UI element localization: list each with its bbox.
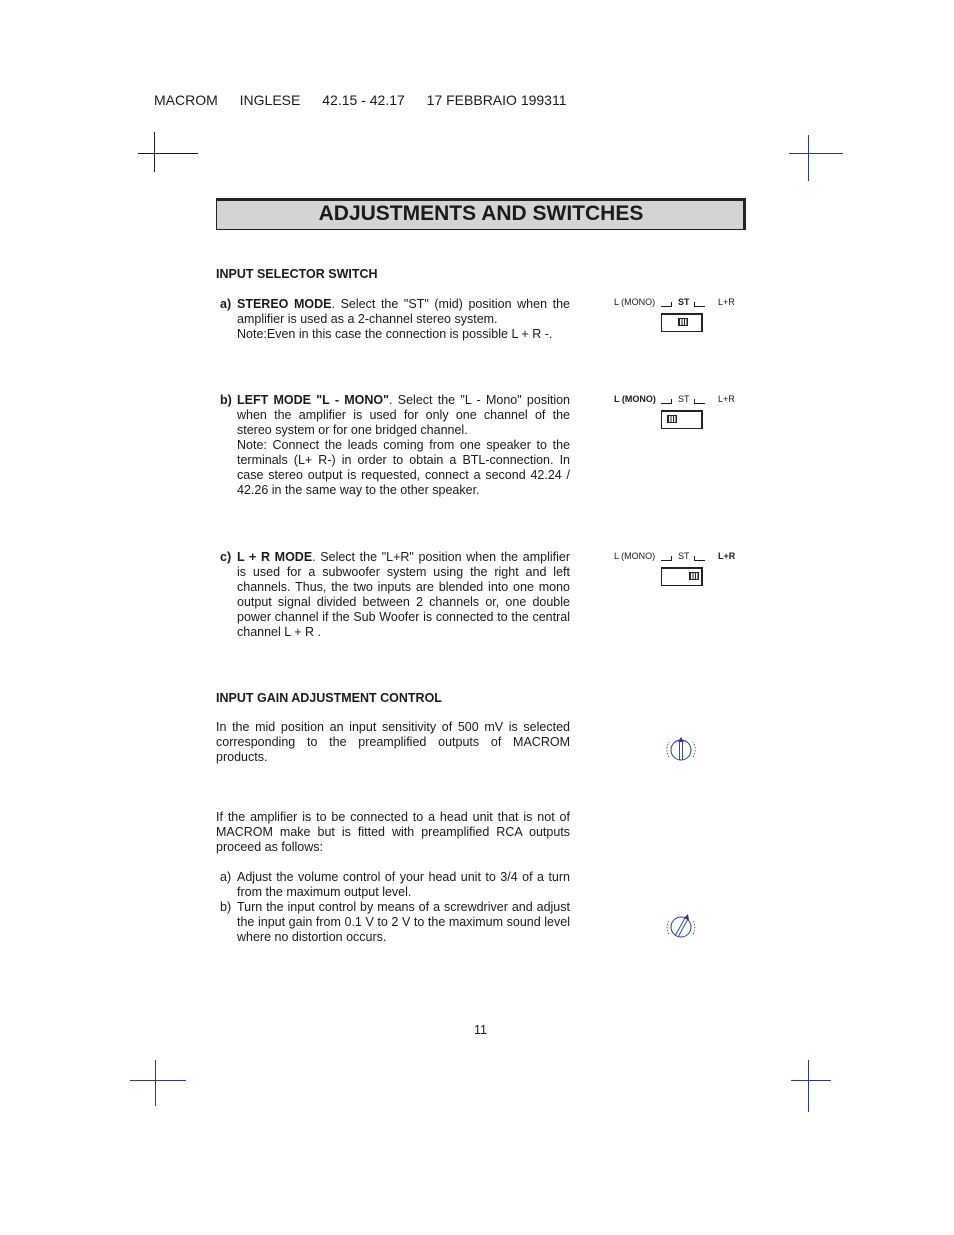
- header-brand: MACROM: [154, 92, 218, 108]
- step-marker: b): [220, 900, 232, 914]
- item-marker: a): [220, 297, 232, 311]
- print-header: [154, 92, 567, 108]
- step-text: Turn the input control by means of a screwdriver and adjust the input gain from 0.1 V to 2 V to the maximum sound level where no distortion occurs.: [237, 900, 570, 944]
- page-title: ADJUSTMENTS AND SWITCHES: [318, 202, 644, 225]
- header-date: 17 FEBBRAIO 1993: [426, 92, 552, 108]
- switch-label-mid: ST: [678, 394, 690, 404]
- item-label: STEREO MODE: [237, 297, 332, 311]
- switch-label-mid: ST: [678, 297, 690, 307]
- switch-label-left: L (MONO): [614, 297, 656, 307]
- switch-knob: [689, 572, 699, 580]
- item-label: L + R MODE: [237, 550, 313, 564]
- switch-label-right: L+R: [718, 297, 735, 307]
- switch-label-right: L+R: [718, 394, 735, 404]
- header-models: 42.15 - 42.17: [322, 92, 405, 108]
- switch-label-right: L+R: [718, 551, 736, 561]
- gain-paragraph-2: If the amplifier is to be connected to a head unit that is not of MACROM make but is fitted with preamplified RCA outputs proceed as follows:: [216, 810, 570, 854]
- item-text: . Select the "L - Mono" position when the amplifier is used for only one channel of the stereo system or for one bridged channel.: [237, 393, 570, 437]
- switch-diagram-stereo: [612, 296, 742, 341]
- slide-switch: [661, 567, 703, 586]
- item-text: . Select the "L+R" position when the amplifier is used for a subwoofer system using the right and left channels. Thus, the two inputs are blended into one mono output signal divided between 2 channels or, one double power channel if the Sub Woofer is connected to the central channel L + R .: [237, 550, 570, 639]
- gain-paragraph-1: In the mid position an input sensitivity of 500 mV is selected corresponding to the preamplified outputs of MACROM products.: [216, 720, 570, 764]
- slide-switch: [661, 313, 703, 332]
- switch-knob: [667, 415, 677, 423]
- gain-step-a: [220, 870, 570, 900]
- switch-diagram-left-mono: [612, 393, 742, 438]
- switch-diagram-lr: [612, 550, 742, 595]
- lr-mode-item: [220, 550, 570, 640]
- switch-label-left: L (MONO): [614, 394, 656, 404]
- switch-label-mid: ST: [678, 551, 690, 561]
- page-title-box: [216, 198, 746, 230]
- step-text: Adjust the volume control of your head unit to 3/4 of a turn from the maximum output level.: [237, 870, 570, 899]
- item-marker: b): [220, 393, 232, 407]
- input-selector-heading: INPUT SELECTOR SWITCH: [216, 267, 378, 281]
- page-number: 11: [474, 1023, 487, 1037]
- gain-knob-mid-icon: [663, 733, 699, 765]
- item-text: . Select the "ST" (mid) position when the amplifier is used as a 2-channel stereo system.: [237, 297, 571, 326]
- item-note: Note: Connect the leads coming from one speaker to the terminals (L+ R-) in order to obtain a BTL-connection. In case stereo output is requested, connect a second 42.24 / 42.26 in the same way to the other speaker.: [237, 438, 570, 497]
- stereo-mode-item: [220, 297, 570, 342]
- slide-switch: [661, 410, 703, 429]
- gain-knob-adjust-icon: [664, 910, 698, 942]
- item-marker: c): [220, 550, 232, 564]
- header-language: INGLESE: [239, 92, 301, 108]
- item-label: LEFT MODE "L - MONO": [237, 393, 390, 407]
- switch-knob: [678, 318, 688, 326]
- header-page-ref: 11: [551, 92, 567, 108]
- step-marker: a): [220, 870, 232, 884]
- input-gain-heading: INPUT GAIN ADJUSTMENT CONTROL: [216, 691, 442, 705]
- left-mode-item: [220, 393, 570, 498]
- item-note: Note:Even in this case the connection is possible L + R -.: [237, 327, 553, 341]
- gain-step-b: [220, 900, 570, 945]
- switch-label-left: L (MONO): [614, 551, 656, 561]
